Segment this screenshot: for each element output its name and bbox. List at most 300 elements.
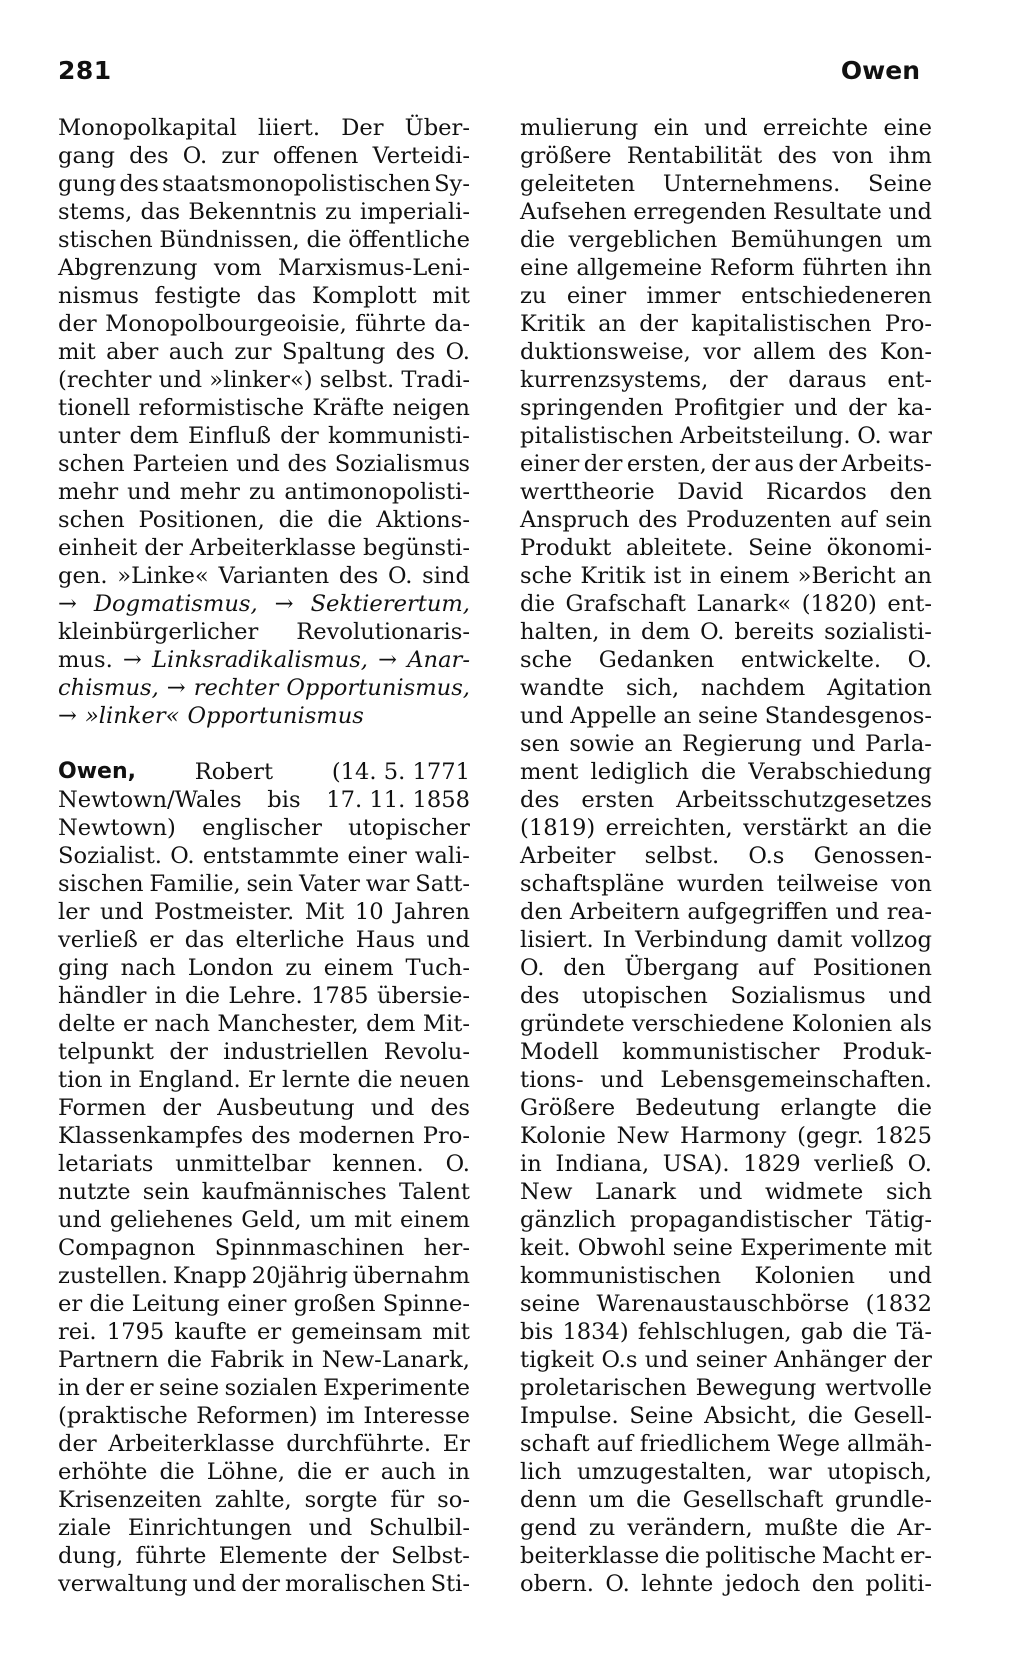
word: imperiali- <box>359 199 470 225</box>
word: ist <box>653 563 682 589</box>
word: nach <box>120 955 176 981</box>
word: die <box>159 1459 195 1485</box>
text-line <box>58 758 470 786</box>
word: O. <box>907 1151 932 1177</box>
word: ent- <box>887 591 932 617</box>
word: begünsti- <box>363 535 470 561</box>
word: Bündnissen, <box>159 227 300 253</box>
word: 1829 <box>743 1151 801 1177</box>
word: Jahren <box>394 899 470 925</box>
word: tigkeit <box>520 1347 595 1373</box>
word: der <box>280 423 319 449</box>
word: utopischen <box>582 983 708 1009</box>
word: politi- <box>865 1571 932 1597</box>
word: Linksradikalismus, <box>151 647 368 673</box>
word: kommunisti- <box>327 423 470 449</box>
word: Kon- <box>879 339 932 365</box>
word: wali- <box>415 843 470 869</box>
word: Revolutionaris- <box>296 619 470 645</box>
word: des <box>430 1095 470 1121</box>
word: Sozialist. <box>58 843 162 869</box>
text-line <box>58 1374 470 1402</box>
word: verschiedene <box>632 1011 785 1037</box>
word: liiert. <box>257 115 321 141</box>
word: New-Lanark, <box>321 1347 470 1373</box>
word: kaufte <box>174 1319 247 1345</box>
text-line <box>520 478 932 506</box>
word: einer <box>347 843 407 869</box>
word: Selbst- <box>391 1543 470 1569</box>
text-line <box>520 562 932 590</box>
word: sich <box>885 1179 932 1205</box>
word: der <box>848 395 887 421</box>
word: Experimente <box>740 1235 888 1261</box>
word: Profitgier <box>673 395 784 421</box>
text-line <box>520 394 932 422</box>
text-line <box>520 114 932 142</box>
word: selbst. <box>644 843 720 869</box>
word: verstärkt <box>743 815 848 841</box>
word: verließ <box>58 927 138 953</box>
text-line <box>520 1458 932 1486</box>
word: entschiedeneren <box>741 283 932 309</box>
word: »linker«) <box>209 367 313 393</box>
word: New <box>520 1179 573 1205</box>
word: rei. <box>58 1319 97 1345</box>
word: Produkt <box>520 535 612 561</box>
word: Formen <box>58 1095 147 1121</box>
text-line <box>58 1178 470 1206</box>
word: führte <box>355 311 426 337</box>
word: (1832 <box>865 1291 932 1317</box>
word: des <box>520 983 560 1009</box>
word: geleiteten <box>520 171 636 197</box>
word: Unternehmens. <box>662 171 841 197</box>
word: von <box>891 871 932 897</box>
text-line <box>520 1346 932 1374</box>
word: 10 <box>354 899 384 925</box>
word: In <box>602 927 627 953</box>
text-line <box>58 1010 470 1038</box>
word: Bemühungen <box>730 227 883 253</box>
word: (rechter <box>58 367 152 393</box>
text-line <box>58 870 470 898</box>
word: dem <box>366 1011 416 1037</box>
word: Grafschaft <box>565 591 686 617</box>
word: vom <box>213 255 262 281</box>
word: Varianten <box>218 563 330 589</box>
word: zur <box>221 143 259 169</box>
word: dung, <box>58 1543 124 1569</box>
word: gründete <box>520 1011 625 1037</box>
word: seine <box>697 703 759 729</box>
word: chismus, <box>58 675 159 701</box>
text-line <box>58 1234 470 1262</box>
word: lehnte <box>641 1571 714 1597</box>
text-line <box>58 814 470 842</box>
text-line <box>520 1542 932 1570</box>
word: des <box>777 143 818 169</box>
word: aus <box>754 451 794 477</box>
word: und <box>888 199 932 225</box>
word: Kolonie <box>520 1123 606 1149</box>
word: war <box>888 423 932 449</box>
word: springenden <box>520 395 664 421</box>
word: gend <box>520 1515 577 1541</box>
word: die <box>357 1067 393 1093</box>
word: keit. <box>520 1235 571 1261</box>
word: stems, <box>58 199 133 225</box>
word: utopischer <box>348 815 470 841</box>
word: pitalistischen <box>520 423 674 449</box>
word: da- <box>434 311 470 337</box>
word: war <box>365 871 410 897</box>
word: Pro- <box>422 1123 470 1149</box>
word: und <box>127 479 171 505</box>
word: der <box>162 1095 201 1121</box>
word: die <box>636 1487 672 1513</box>
word: offenen <box>272 143 359 169</box>
word: Warenaustauschbörse <box>596 1291 850 1317</box>
word: zu <box>520 283 547 309</box>
word: ein <box>653 115 689 141</box>
word: »linker« <box>84 703 180 729</box>
word: Tä- <box>896 1319 932 1345</box>
word: Einrichtungen <box>127 1515 292 1541</box>
left-text-column <box>58 114 470 1598</box>
word: ökonomi- <box>826 535 932 561</box>
word: Opportunismus, <box>286 675 470 701</box>
word: sen <box>520 731 560 757</box>
text-line <box>58 1346 470 1374</box>
word: Verteidi- <box>372 143 470 169</box>
word: Mit- <box>422 1011 470 1037</box>
word: Tätig- <box>865 1207 932 1233</box>
word: Bedeutung <box>635 1095 761 1121</box>
word: mehr <box>58 479 119 505</box>
word: ler <box>58 899 90 925</box>
word: die <box>327 507 363 533</box>
word: 1825 <box>874 1123 932 1149</box>
word: sein <box>246 871 294 897</box>
text-line <box>58 506 470 534</box>
word: und <box>426 927 470 953</box>
word: mehr <box>179 479 240 505</box>
word: ziale <box>58 1515 112 1541</box>
word: O. <box>170 843 195 869</box>
word: mit <box>432 1319 470 1345</box>
word: Sozialismus <box>730 983 866 1009</box>
word: einer <box>566 283 627 309</box>
word: jedoch <box>724 1571 801 1597</box>
word: Schulbil- <box>368 1515 470 1541</box>
word: einer <box>227 1291 287 1317</box>
word: der <box>639 311 678 337</box>
word: in <box>609 619 632 645</box>
word: und <box>888 1263 932 1289</box>
word: und <box>99 899 144 925</box>
word: Anar- <box>407 647 470 673</box>
word: unter <box>58 423 121 449</box>
word: selbst. <box>319 367 395 393</box>
word: utopisch, <box>827 1459 932 1485</box>
word: Genossen- <box>813 843 932 869</box>
word: Experimente <box>323 1375 470 1401</box>
text-line <box>58 282 470 310</box>
word: gang <box>58 143 115 169</box>
word: in <box>58 1375 80 1401</box>
word: an <box>644 731 673 757</box>
word: erlangte <box>780 1095 877 1121</box>
word: auf <box>840 507 877 533</box>
word: Spinne- <box>382 1291 470 1317</box>
word: lernte <box>282 1067 351 1093</box>
word: auch <box>380 1459 436 1485</box>
word: ihm <box>888 143 932 169</box>
entry-headword: Owen, <box>58 759 136 784</box>
word: und <box>600 1067 644 1093</box>
word: gemeinsam <box>291 1319 423 1345</box>
word: Seine <box>868 171 932 197</box>
cross-reference-arrow: → <box>58 703 77 729</box>
word: des <box>251 1123 291 1149</box>
word: sozialen <box>224 1375 318 1401</box>
word: gab <box>800 1319 844 1345</box>
word: für <box>390 1487 425 1513</box>
word: Appelle <box>570 703 657 729</box>
text-line <box>520 590 932 618</box>
word: zur <box>234 339 272 365</box>
word: New <box>616 1123 670 1149</box>
word: seine <box>520 1291 581 1317</box>
word: bis <box>267 787 301 813</box>
word: der <box>583 451 623 477</box>
word: er <box>129 1375 154 1401</box>
word: Satt- <box>415 871 470 897</box>
word: eine <box>883 115 932 141</box>
word: ihn <box>895 255 932 281</box>
word: sowie <box>569 731 635 757</box>
word: Interesse <box>363 1403 470 1429</box>
word: Mit <box>304 899 345 925</box>
word: im <box>326 1403 355 1429</box>
text-line <box>520 198 932 226</box>
word: war <box>768 1459 812 1485</box>
text-line <box>520 142 932 170</box>
word: sozialisti- <box>824 619 932 645</box>
word: die <box>184 983 221 1009</box>
word: Geld, <box>241 1207 302 1233</box>
word: seine <box>672 1235 733 1261</box>
word: zu <box>325 199 352 225</box>
page-number: 281 <box>58 56 112 85</box>
word: einem <box>400 1207 470 1233</box>
word: der <box>58 311 97 337</box>
word: Indiana, <box>555 1151 650 1177</box>
word: vergeblichen <box>568 227 718 253</box>
word: Arbeiterklasse <box>108 1431 275 1457</box>
word: USA). <box>662 1151 730 1177</box>
word: durchführte. <box>286 1431 432 1457</box>
word: Knapp <box>172 1263 247 1289</box>
word: von <box>832 143 874 169</box>
word: Arbeits- <box>841 451 932 477</box>
text-line <box>58 1486 470 1514</box>
word: sich, <box>625 675 680 701</box>
word: rea- <box>886 899 932 925</box>
word: und <box>520 703 564 729</box>
word: Anspruch <box>520 507 630 533</box>
word: O. <box>700 619 725 645</box>
text-line <box>520 1290 932 1318</box>
cross-reference-arrow: → <box>274 591 294 617</box>
word: tionell <box>58 395 131 421</box>
text-line <box>58 674 470 702</box>
word: 20jährig <box>251 1263 348 1289</box>
word: entstammte <box>202 843 340 869</box>
word: die <box>520 591 556 617</box>
word: Postmeister. <box>154 899 295 925</box>
word: der <box>169 1039 208 1065</box>
word: proletarischen <box>520 1375 687 1401</box>
word: die <box>520 227 556 253</box>
text-line <box>58 338 470 366</box>
text-line <box>520 450 932 478</box>
word: Rentabilität <box>626 143 763 169</box>
word: Vater <box>299 871 360 897</box>
word: der <box>711 451 750 477</box>
word: die <box>852 1319 888 1345</box>
word: ersten, <box>626 451 707 477</box>
word: in <box>154 983 177 1009</box>
word: O. <box>605 1571 630 1597</box>
text-line <box>520 506 932 534</box>
text-line <box>58 114 470 142</box>
text-line <box>58 422 470 450</box>
text-line <box>520 814 932 842</box>
word: O.s <box>601 1347 638 1373</box>
word: lich <box>520 1459 562 1485</box>
word: den <box>811 1571 855 1597</box>
word: damit <box>776 927 843 953</box>
word: Marxismus-Leni- <box>278 255 470 281</box>
cross-reference-arrow: → <box>122 647 142 673</box>
word: teilweise <box>776 871 879 897</box>
word: schen <box>58 507 125 533</box>
word: Kolonien <box>791 1011 893 1037</box>
word: lisiert. <box>520 927 594 953</box>
word: wurden <box>676 871 765 897</box>
word: nismus <box>58 283 139 309</box>
word: halten, <box>520 619 600 645</box>
word: seiner <box>695 1347 767 1373</box>
word: ersten <box>581 787 655 813</box>
word: er- <box>900 1543 932 1569</box>
word: Ricardos <box>766 479 867 505</box>
word: tions- <box>520 1067 584 1093</box>
word: Spaltung <box>282 339 386 365</box>
word: die <box>278 507 314 533</box>
word: zustellen. <box>58 1263 169 1289</box>
word: Produzenten <box>686 507 832 533</box>
word: Seine <box>629 1403 694 1429</box>
word: einer <box>520 451 580 477</box>
word: sind <box>422 563 470 589</box>
word: Sozialismus <box>334 451 470 477</box>
word: verließ <box>814 1151 895 1177</box>
word: (1820) <box>801 591 877 617</box>
right-text-column <box>520 114 932 1598</box>
word: Seine <box>748 535 813 561</box>
word: erregenden <box>633 199 767 225</box>
word: und <box>158 367 203 393</box>
word: Familie, <box>149 871 241 897</box>
text-line <box>520 338 932 366</box>
word: Ar- <box>897 1515 932 1541</box>
text-line <box>58 1318 470 1346</box>
word: nach <box>154 1011 210 1037</box>
word: Arbeiterklasse <box>189 535 357 561</box>
word: sche <box>520 563 573 589</box>
word: entwickelte. <box>740 647 882 673</box>
word: modernen <box>298 1123 415 1149</box>
text-line <box>520 1374 932 1402</box>
text-line <box>58 1066 470 1094</box>
text-line <box>520 282 932 310</box>
word: beiterklasse <box>520 1543 660 1569</box>
word: ging <box>58 955 109 981</box>
text-line <box>520 1038 932 1066</box>
word: und <box>794 395 838 421</box>
word: neigen <box>392 395 470 421</box>
text-line <box>520 226 932 254</box>
word: Absicht, <box>704 1403 798 1429</box>
word: delte <box>58 1011 116 1037</box>
word: Manchester, <box>217 1011 359 1037</box>
text-line <box>58 1122 470 1150</box>
word: Haus <box>355 927 416 953</box>
word: denn <box>520 1487 577 1513</box>
word: und <box>192 1571 237 1597</box>
text-line <box>58 1458 470 1486</box>
word: seine <box>159 1375 220 1401</box>
word: der <box>893 1347 932 1373</box>
word: dem <box>640 619 691 645</box>
word: Resultate <box>773 199 882 225</box>
word: zu <box>285 955 312 981</box>
word: London <box>187 955 274 981</box>
word: Löhne, <box>206 1459 285 1485</box>
word: schen <box>58 451 125 477</box>
word: und <box>703 115 748 141</box>
text-line <box>58 1514 470 1542</box>
text-line <box>520 1570 932 1598</box>
text-line <box>58 534 470 562</box>
word: den <box>563 955 606 981</box>
text-line <box>520 646 932 674</box>
word: des <box>338 563 379 589</box>
word: Regierung <box>682 731 802 757</box>
word: sche <box>520 647 573 673</box>
text-line <box>520 786 932 814</box>
word: Standesgenos- <box>764 703 932 729</box>
word: des <box>638 507 678 533</box>
word: der <box>798 451 838 477</box>
word: und <box>644 1347 689 1373</box>
word: die <box>896 815 932 841</box>
word: sein <box>885 507 932 533</box>
word: Kritik <box>520 311 585 337</box>
